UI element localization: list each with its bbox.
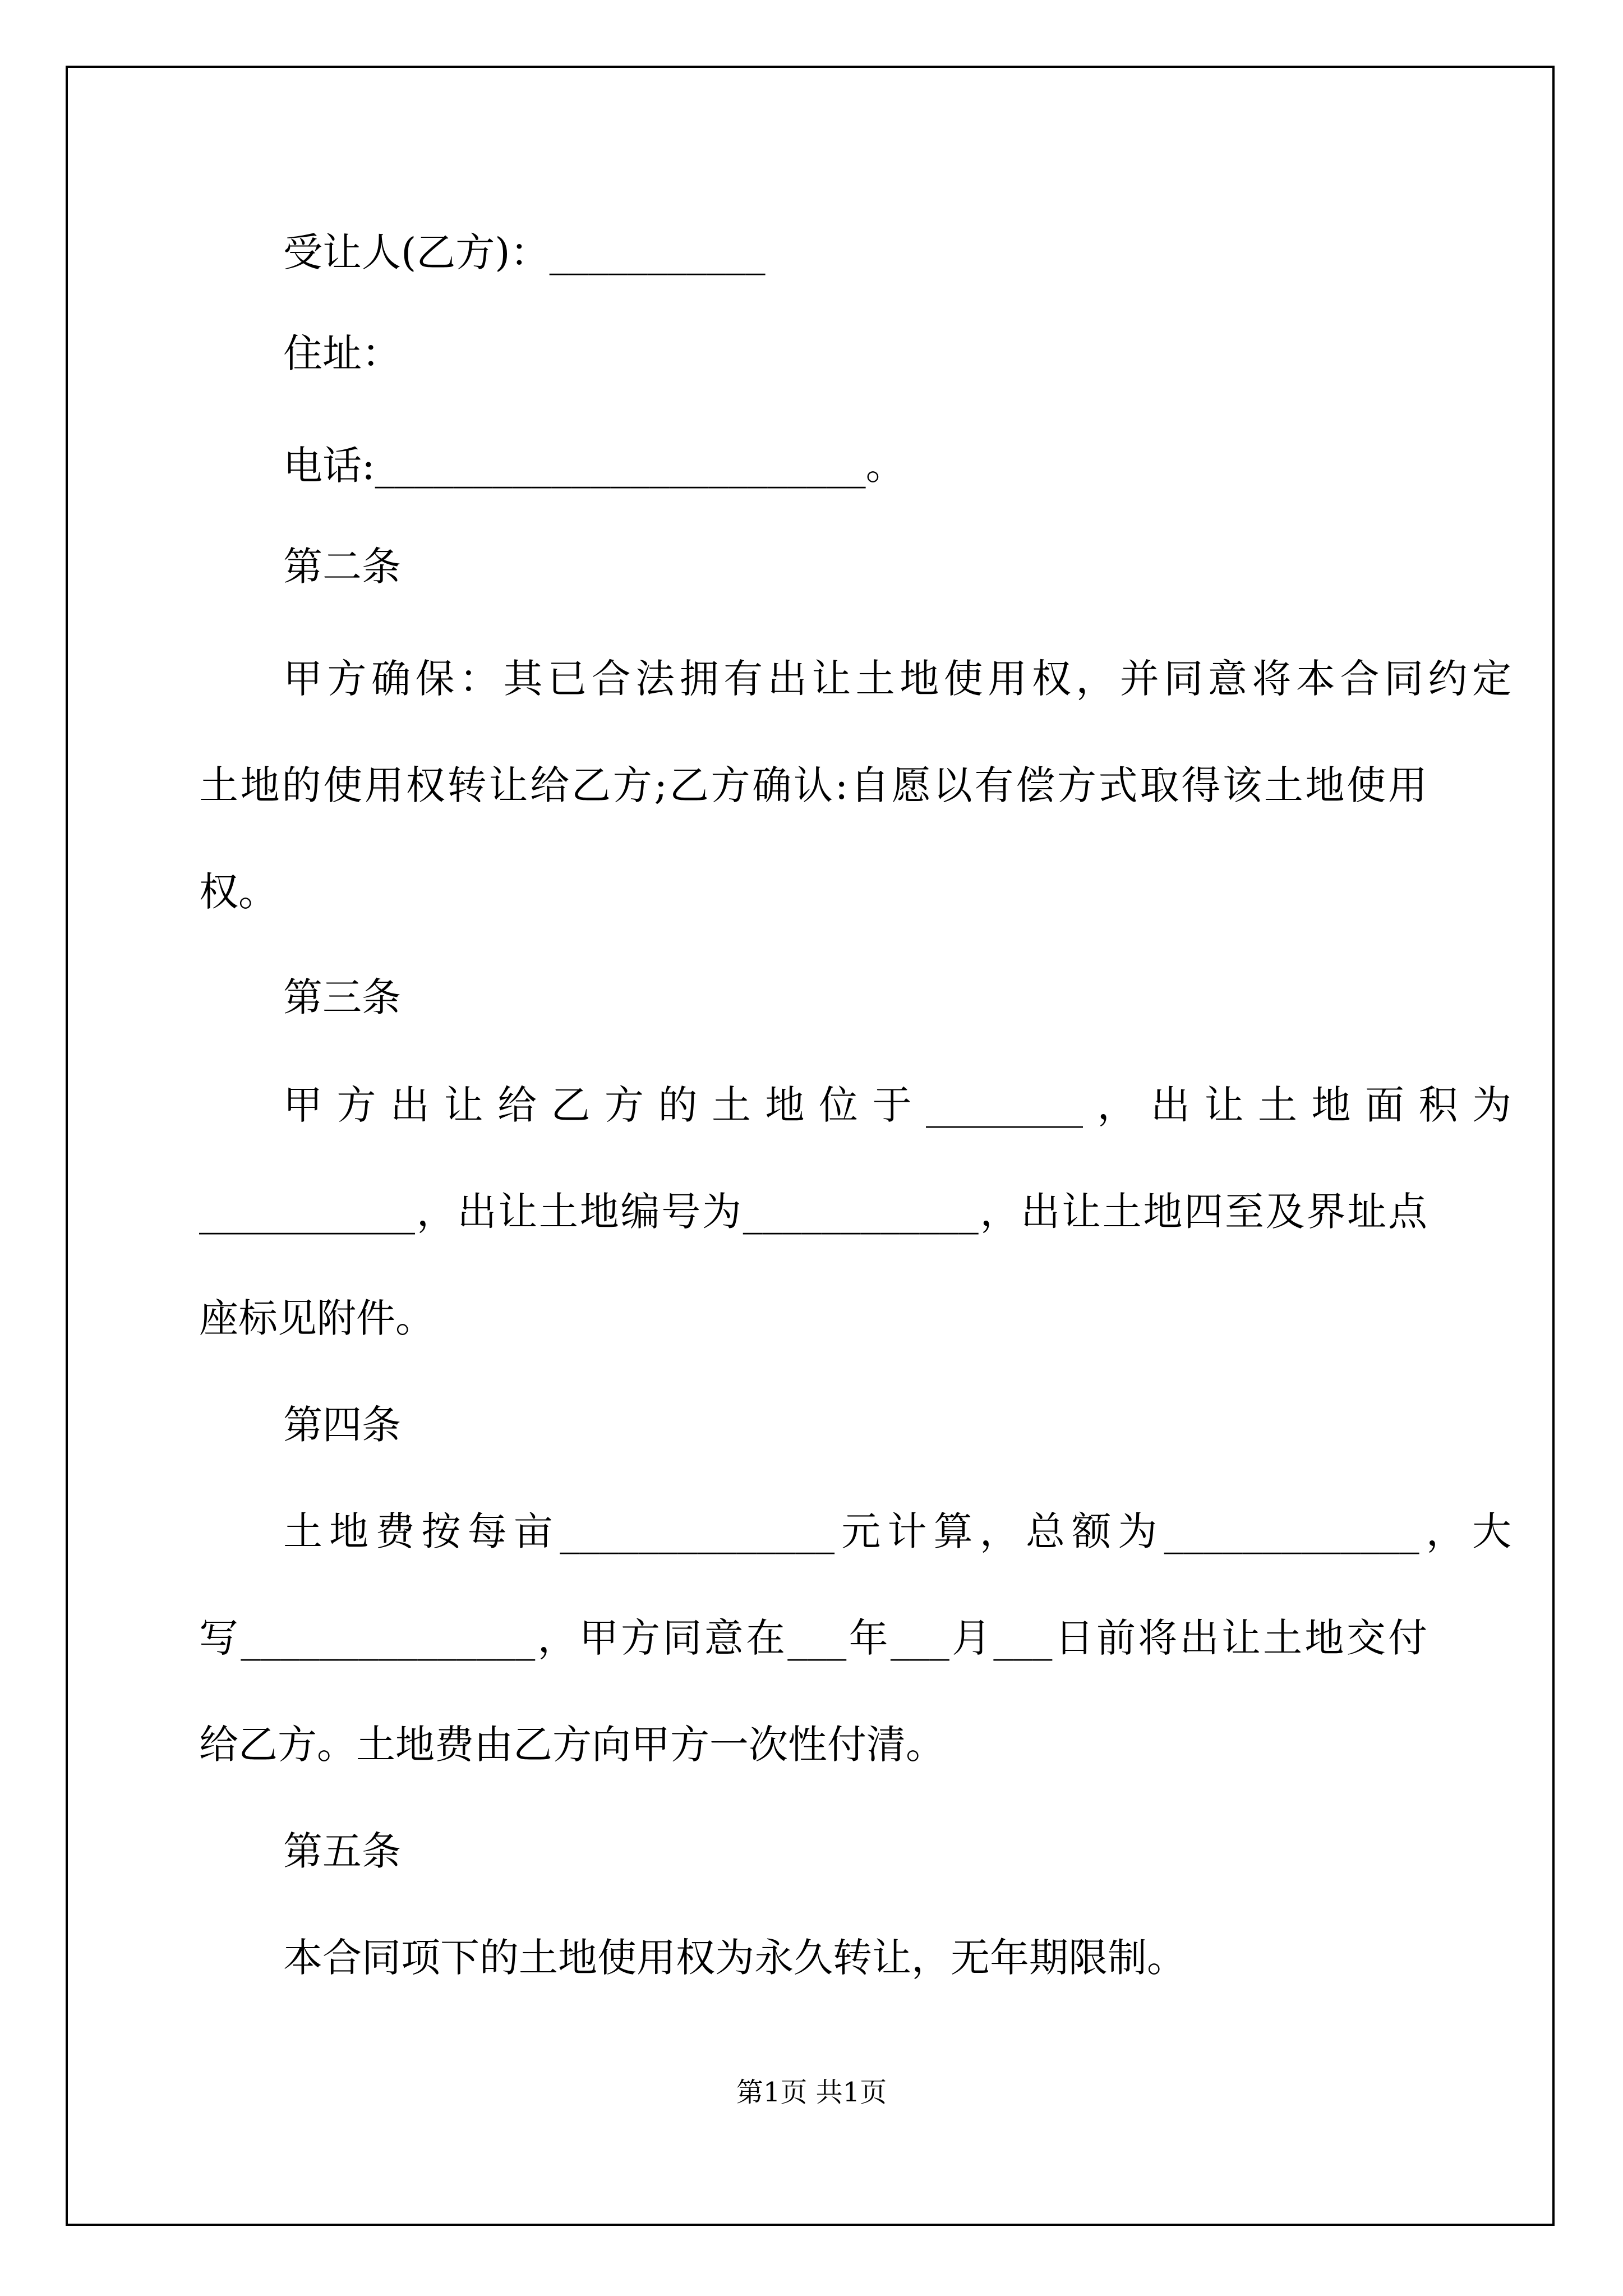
article-3-line-2: ___________，出让土地编号为____________，出让土地四至及界址点 — [199, 1189, 1427, 1235]
article-4-heading: 第四条 — [283, 1402, 401, 1448]
page-border — [66, 66, 1555, 2226]
assignee-line: 受让人(乙方)：___________ — [283, 229, 766, 275]
article-2-line-1: 甲方确保：其已合法拥有出让土地使用权，并同意将本合同约定 — [283, 656, 1511, 702]
page-footer: 第1页 共1页 — [736, 2077, 887, 2108]
article-3-heading: 第三条 — [283, 974, 401, 1020]
article-2-line-3: 权。 — [199, 869, 278, 915]
article-2-line-2: 土地的使用权转让给乙方;乙方确认:自愿以有偿方式取得该土地使用 — [199, 762, 1427, 808]
article-4-line-1: 土地费按每亩______________元计算，总额为_____________，大 — [283, 1508, 1511, 1554]
article-4-line-2: 写_______________，甲方同意在___年___月___日前将出让土地交付 — [199, 1615, 1427, 1661]
article-2-heading: 第二条 — [283, 544, 401, 590]
article-5-line-1: 本合同项下的土地使用权为永久转让，无年期限制。 — [283, 1935, 1186, 1981]
phone-line: 电话:_________________________。 — [283, 443, 905, 489]
article-5-heading: 第五条 — [283, 1828, 401, 1874]
article-3-line-3: 座标见附件。 — [199, 1295, 435, 1341]
article-4-line-3: 给乙方。土地费由乙方向甲方一次性付清。 — [199, 1722, 945, 1768]
address-line: 住址： — [283, 330, 401, 376]
article-3-line-1: 甲方出让给乙方的土地位于________，出让土地面积为 — [283, 1082, 1511, 1128]
